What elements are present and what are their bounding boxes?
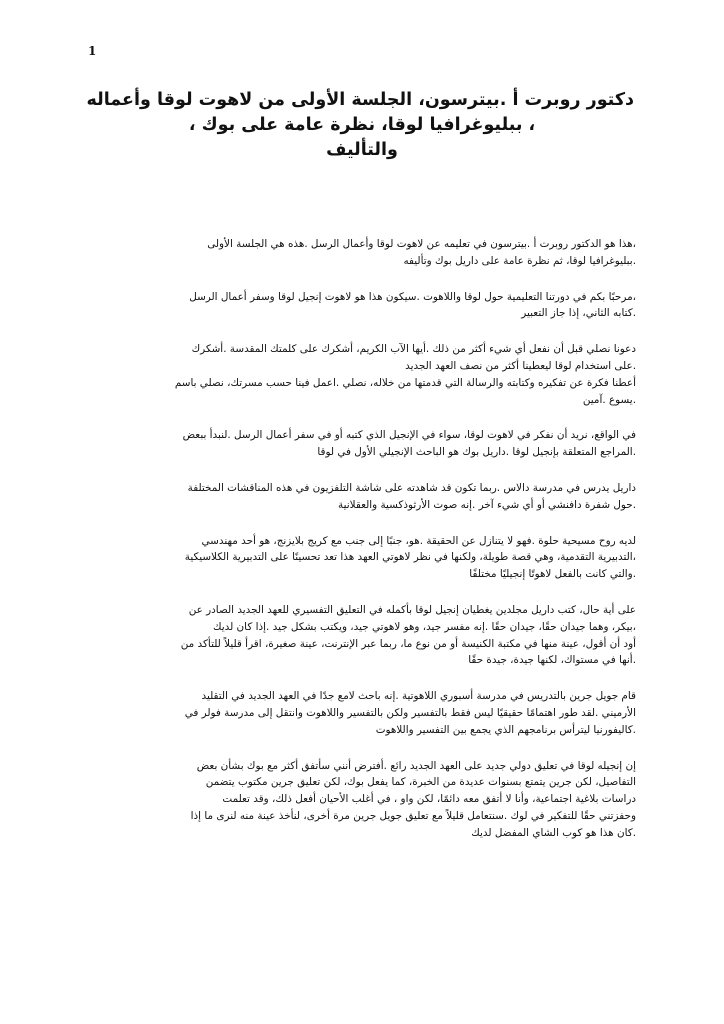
paragraph xyxy=(88,480,636,514)
paragraph-line: داريل يدرس في مدرسة دالاس .ربما تكون قد شاهدته على شاشة التلفزيون في هذه المناقشات المختلفة xyxy=(187,481,636,494)
paragraph-line: الأرميني .لقد طور اهتمامًا حقيقيًا ليس فقط بالتفسير ولكن بالتفسير واللاهوت وانتقل إلى مدرسة فولر في xyxy=(184,706,636,719)
page-number: 1 xyxy=(88,44,97,58)
paragraph-line: ،مرحبًا بكم في دورتنا التعليمية حول لوقا واللاهوت .سيكون هذا هو لاهوت إنجيل لوقا وسفر أعمال الرسل xyxy=(189,290,636,303)
document-title xyxy=(86,88,634,163)
title-line: ، ببليوغرافيا لوقا، نظرة عامة على بوك ، xyxy=(188,115,536,135)
paragraph xyxy=(88,236,636,270)
paragraph xyxy=(88,289,636,323)
paragraph-line: .كاليفورنيا ليترأس برنامجهم الذي يجمع بين التفسير واللاهوت xyxy=(375,723,636,736)
paragraph-line: .على استخدام لوقا ليعطينا أكثر من نصف العهد الجديد xyxy=(405,359,636,372)
paragraph-line: .والتي كانت بالفعل لاهوتًا إنجيليًا مختلفًا xyxy=(469,568,636,581)
paragraph-line: .المراجع المتعلقة بإنجيل لوقا .داريل بوك هو الباحث الإنجيلي الأول في لوقا xyxy=(317,446,636,459)
paragraph-line: أود أن أقول، عينة منها في مكتبة الكنيسة أو من نوع ما، ربما عبر الإنترنت، عينة صغيرة، اقرأ قليلاً للتأكد من xyxy=(180,637,636,650)
paragraph-line: قام جويل جرين بالتدريس في مدرسة أسبوري اللاهوتية .إنه باحث لامع جدًا في العهد الجديد في التقليد xyxy=(201,690,636,703)
paragraph xyxy=(88,758,636,842)
paragraph-line: .حول شفرة دافنشي أو أي شيء آخر .إنه صوت الأرثوذكسية والعقلانية xyxy=(338,498,636,511)
paragraph-line: التفاصيل، لكن جرين يتمتع بسنوات عديدة من الخبرة، كما يفعل بوك، لكن تعليق جرين مكتوب يتضمن xyxy=(205,776,636,789)
paragraph xyxy=(88,341,636,408)
paragraph-line: ،بيكر، وهما جيدان حقًا، جيدان حقًا .إنه مفسر جيد، وهو لاهوتي جيد، ويكتب بشكل جيد .إذا كان لديك xyxy=(212,620,636,633)
paragraph-line: دعونا نصلي قبل أن نفعل أي شيء أكثر من ذلك .أيها الآب الكريم، أشكرك على كلمتك المقدسة .أشكرك xyxy=(191,343,636,356)
paragraph-line: .كان هذا هو كوب الشاي المفضل لديك xyxy=(471,826,636,839)
paragraph xyxy=(88,533,636,583)
paragraph-line: ،التدبيرية التقدمية، وهي قصة طويلة، ولكنها في نظر لاهوتي العهد هذا تعد تحسينًا على التدبيرية الكلاسيكية xyxy=(184,551,636,564)
paragraph-line: ،هذا هو الدكتور روبرت أ .بيترسون في تعليمه عن لاهوت لوقا وأعمال الرسل .هذه هي الجلسة الأولى xyxy=(207,238,636,250)
paragraph xyxy=(88,427,636,461)
paragraph-line: .يسوع .آمين xyxy=(582,393,636,406)
paragraph-line: .أنها في مستواك، لكنها جيدة، جيدة حقًا xyxy=(468,654,636,667)
paragraph-line: على أية حال، كتب داريل مجلدين يغطيان إنجيل لوقا بأكمله في التعليق التفسيري للعهد الجديد الصادر عن xyxy=(188,603,636,616)
paragraph-line: .كتابه الثاني، إذا جاز التعبير xyxy=(521,307,636,320)
paragraph-line: في الواقع، نريد أن نفكر في لاهوت لوقا، سواء في الإنجيل الذي كتبه أو في سفر أعمال الرسل .لنبدأ ببعض xyxy=(182,429,636,442)
document-body xyxy=(88,236,636,861)
title-line: دكتور روبرت أ .بيترسون، الجلسة الأولى من لاهوت لوقا وأعماله xyxy=(86,90,634,110)
paragraph-line: دراسات بلاغية اجتماعية، وأنا لا أتفق معه دائمًا، لكن واو ، في أغلب الأحيان أفعل ذلك، وقد تعلمت xyxy=(222,793,636,806)
paragraph-line: .ببليوغرافيا لوقا، ثم نظرة عامة على داريل بوك وتأليفه xyxy=(403,254,636,267)
paragraph-line: أعطنا فكرة عن تفكيره وكتابته والرسالة التي قدمتها من خلاله، نصلي .اعمل فينا حسب مسرتك، نصلي باسم xyxy=(174,376,636,389)
paragraph-line: وحفزتني حقًا للتفكير في لوك .سنتعامل قليلاً مع تعليق جويل جرين مرة أخرى، لنأخذ عينة منه لنرى ما إذا xyxy=(190,809,636,822)
paragraph-line: لديه روح مسيحية حلوة .فهو لا يتنازل عن الحقيقة .هو، جنبًا إلى جنب مع كريج بلايزنج، هو أحد مهندسي xyxy=(201,534,636,547)
paragraph xyxy=(88,602,636,669)
title-line: والتأليف xyxy=(326,140,398,160)
paragraph xyxy=(88,688,636,738)
paragraph-line: إن إنجيله لوقا في تعليق دولي جديد على العهد الجديد رائع .أفترض أنني سأتفق أكثر مع بوك بشأن بعض xyxy=(196,759,636,772)
